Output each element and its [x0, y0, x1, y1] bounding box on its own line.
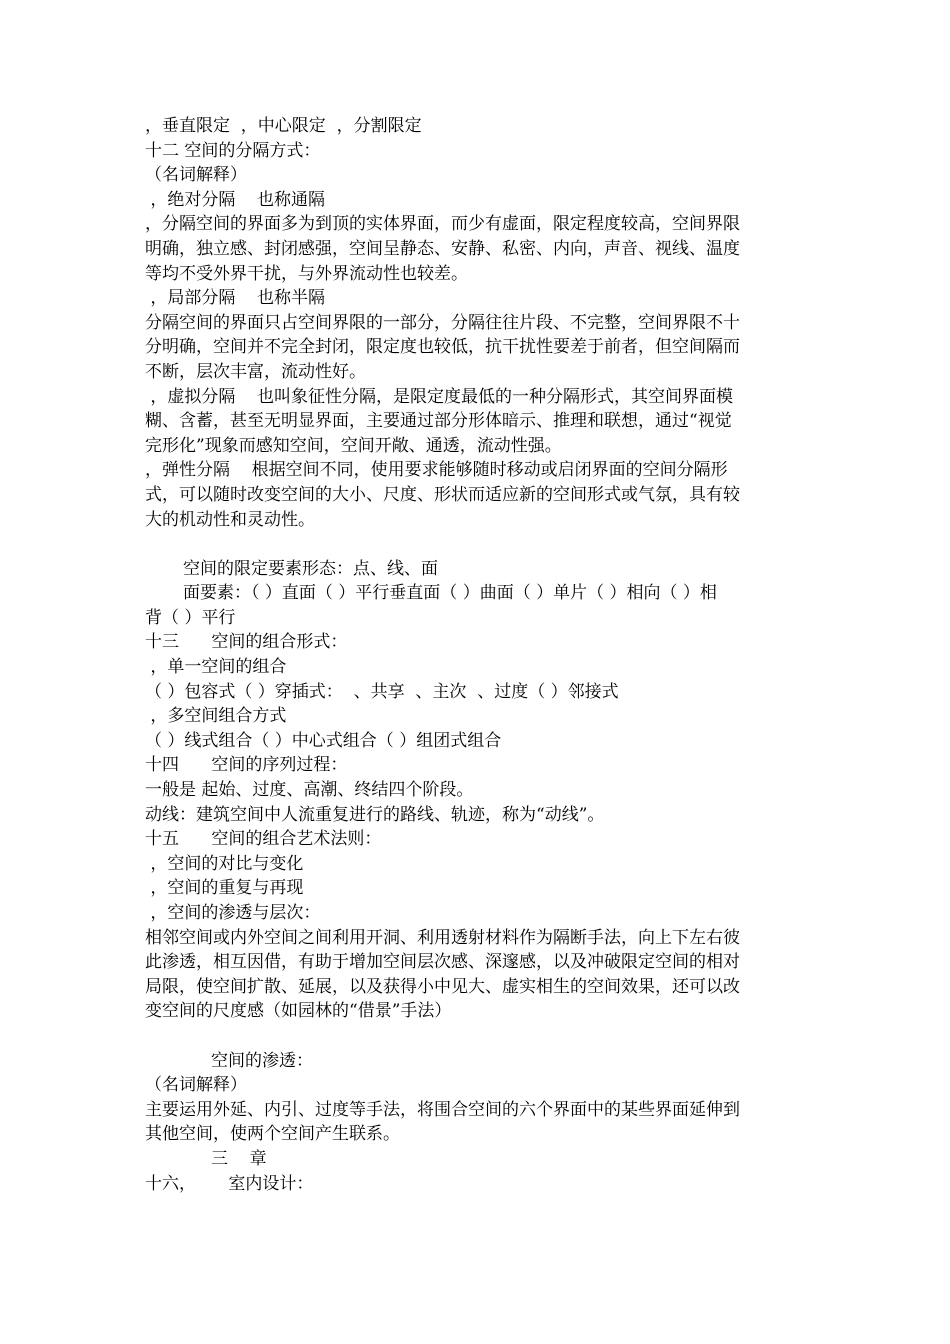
- text-line: 明确，独立感、封闭感强，空间呈静态、安静、私密、内向，声音、视线、温度: [145, 238, 740, 259]
- text-line: 主要运用外延、内引、过度等手法，将围合空间的六个界面中的某些界面延伸到: [145, 1099, 740, 1120]
- text-line: 大的机动性和灵动性。: [145, 509, 315, 530]
- text-line: 糊、含蓄，甚至无明显界面，主要通过部分形体暗示、推理和联想，通过“视觉: [145, 411, 732, 432]
- section-heading: 十三 空间的组合形式：: [145, 632, 348, 653]
- text-line: 背（ ）平行: [145, 607, 236, 628]
- text-line: 分明确，空间并不完全封闭，限定度也较低，抗干扰性要差于前者，但空间隔而: [145, 337, 740, 358]
- text-line: （ ）线式组合（ ）中心式组合（ ）组团式组合: [145, 730, 502, 751]
- subheading: ，局部分隔 也称半隔: [145, 288, 326, 309]
- chapter-heading: 三 章: [211, 1148, 267, 1169]
- text-line: 面要素：（ ）直面（ ）平行垂直面（ ）曲面（ ）单片（ ）相向（ ）相: [183, 583, 717, 604]
- text-line: 完形化”现象而感知空间，空间开敞、通透，流动性强。: [145, 435, 562, 456]
- text-line: 此渗透，相互因借，有助于增加空间层次感、深邃感，以及冲破限定空间的相对: [145, 952, 740, 973]
- section-heading: 十二 空间的分隔方式：: [145, 140, 321, 161]
- subheading: 空间的渗透：: [211, 1050, 313, 1071]
- text-line: （名词解释）: [145, 1075, 247, 1096]
- text-line: ，垂直限定 ，中心限定 ，分割限定: [145, 116, 422, 136]
- section-heading: 十六， 室内设计：: [145, 1173, 314, 1194]
- text-line: 式，可以随时改变空间的大小、尺度、形状而适应新的空间形式或气氛，具有较: [145, 484, 740, 505]
- text-line: ，虚拟分隔 也叫象征性分隔，是限定度最低的一种分隔形式，其空间界面模: [145, 386, 734, 407]
- text-line: 局限，使空间扩散、延展，以及获得小中见大、虚实相生的空间效果，还可以改: [145, 976, 740, 997]
- subheading: ，空间的渗透与层次：: [145, 903, 321, 923]
- subheading: ，空间的重复与再现: [145, 878, 304, 899]
- document-page: [145, 114, 810, 1196]
- subheading: ，绝对分隔 也称通隔: [145, 189, 326, 210]
- subheading: ，多空间组合方式: [145, 706, 287, 727]
- text-line: 相邻空间或内外空间之间利用开洞、利用透射材料作为隔断手法，向上下左右彼: [145, 927, 740, 948]
- text-line: 分隔空间的界面只占空间界限的一部分，分隔往往片段、不完整，空间界限不十: [145, 312, 740, 333]
- subheading: ，空间的对比与变化: [145, 853, 304, 874]
- text-line: 动线：建筑空间中人流重复进行的路线、轨迹，称为“动线”。: [145, 804, 605, 825]
- text-line: 变空间的尺度感（如园林的“借景”手法）: [145, 1001, 452, 1022]
- text-line: ，分隔空间的界面多为到顶的实体界面，而少有虚面，限定程度较高，空间界限: [145, 214, 740, 235]
- blank-line: [145, 1024, 810, 1049]
- text-line: （ ）包容式（ ）穿插式： 、共享 、主次 、过度（ ）邻接式: [145, 681, 619, 702]
- text-line: 不断，层次丰富，流动性好。: [145, 361, 366, 382]
- subheading: ，单一空间的组合: [145, 657, 287, 678]
- text-line: （名词解释）: [145, 165, 247, 186]
- text-line: 等均不受外界干扰，与外界流动性也较差。: [145, 263, 468, 284]
- text-line: ，弹性分隔 根据空间不同，使用要求能够随时移动或启闭界面的空间分隔形: [145, 460, 728, 481]
- section-heading: 十四 空间的序列过程：: [145, 755, 348, 776]
- text-line: 一般是 起始、过度、高潮、终结四个阶段。: [145, 780, 474, 801]
- text-line: 其他空间，使两个空间产生联系。: [145, 1124, 400, 1145]
- text-line: 空间的限定要素形态：点、线、面: [183, 558, 438, 579]
- blank-line: [145, 532, 810, 557]
- section-heading: 十五 空间的组合艺术法则：: [145, 829, 382, 850]
